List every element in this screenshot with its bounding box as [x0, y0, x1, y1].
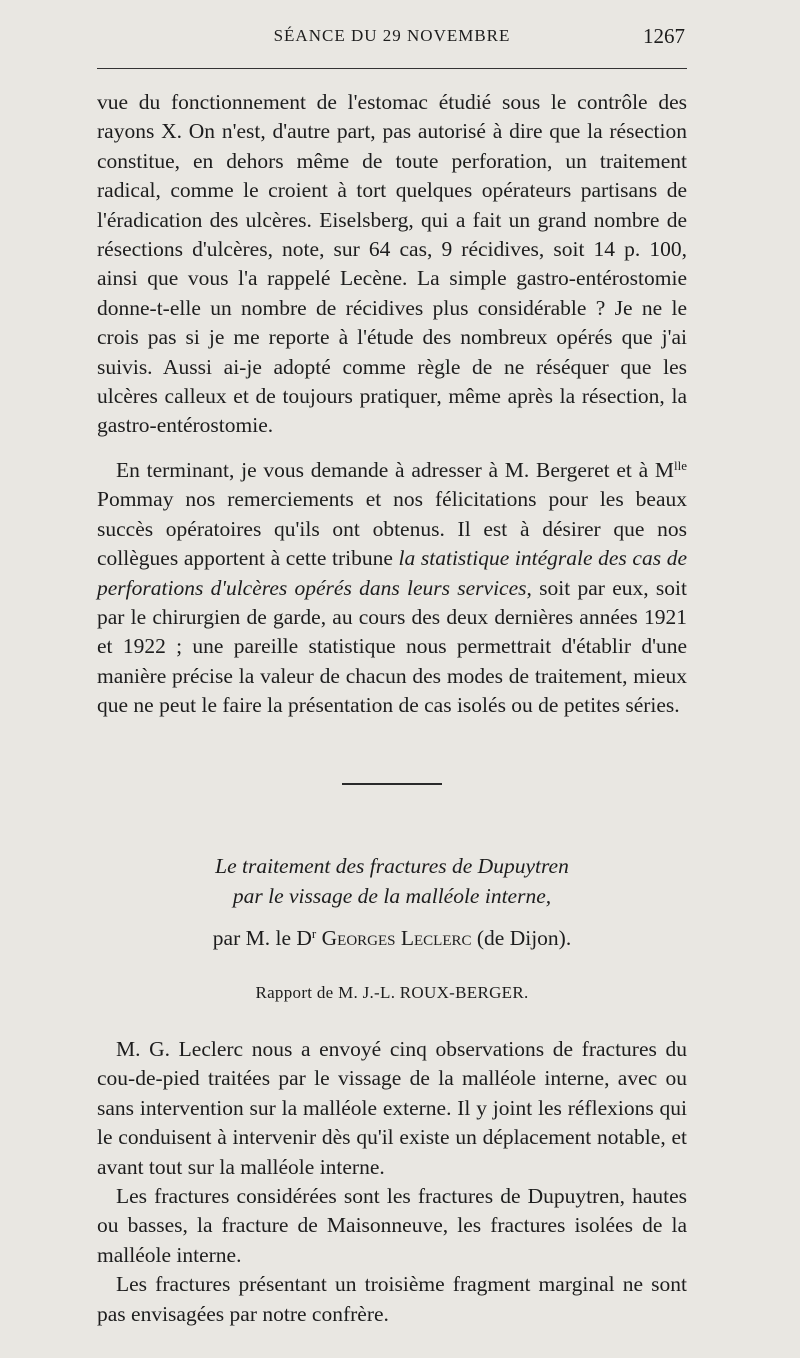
- report-attribution: Rapport de M. J.-L. ROUX-BERGER.: [255, 983, 529, 1002]
- superscript: lle: [674, 458, 687, 473]
- text-run: Pommay nos remerciements et nos félicitations pour les beaux succès opératoires qu'ils ont obtenus. Il est à désirer que nos collègues apportent à cette tribune: [97, 487, 687, 571]
- paragraph-text: vue du fonctionnement de l'estomac étudié sous le contrôle des rayons X. On n'est, d'autre part, pas autorisé à dire que la résection constitue, en dehors même de toute perforation, un traitement radical, comme le croient à tort quelques opérateurs partisans de l'éradication des ulcères. Eiselsberg, qui a fait un grand nombre de résections d'ulcères, note, sur 64 cas, 9 récidives, soit 14 p. 100, ainsi que vous l'a rappelé Lecène. La simple gastro-entérostomie donne-t-elle un nombre de récidives plus considérable ? Je ne le crois pas si je me reporte à l'étude des nombreux opérés que j'ai suivis. Aussi ai-je adopté comme règle de ne réséquer que les ulcères calleux et de toujours pratiquer, même après la résection, la gastro-entérostomie.: [97, 90, 687, 438]
- text-run: , soit par eux, soit par le chirurgien de garde, au cours des deux dernières années 1921 et 1922 ; une pareille statistique nous permettrait d'établir d'une manière précise la valeur de chacun des modes de traitement, mieux que ne peut le faire la présentation de cas isolés ou de petites séries.: [97, 575, 687, 718]
- paragraph-text: M. G. Leclerc nous a envoyé cinq observations de fractures du cou-de-pied traitées par le vissage de la malléole interne, avec ou sans intervention sur la malléole externe. Il y joint les réflexions qui le conduisent à intervenir dès qu'il existe un déplacement notable, et avant tout sur la malléole interne.: [97, 1037, 687, 1179]
- byline-prefix: par M. le D: [212, 926, 312, 950]
- article-body: [97, 1035, 687, 1329]
- paragraph-text: [97, 451, 687, 721]
- byline-suffix: (de Dijon).: [471, 926, 572, 950]
- paragraph-text: Les fractures considérées sont les fractures de Dupuytren, hautes ou basses, la fracture de Maisonneuve, les fractures isolées de la malléole interne.: [97, 1184, 687, 1267]
- article-byline: [97, 926, 687, 951]
- page-number: 1267: [643, 24, 685, 48]
- paragraph-continuation: [97, 88, 687, 441]
- paragraph-conclusion: [97, 451, 687, 721]
- section-separator: [342, 783, 442, 785]
- page-header: [97, 24, 687, 54]
- italic-phrase: la statistique intégrale des cas de perforations d'ulcères opérés dans leurs services: [97, 546, 688, 600]
- running-head: SÉANCE DU 29 NOVEMBRE: [273, 26, 511, 45]
- superscript: r: [311, 926, 317, 941]
- article-title-line-2: par le vissage de la malléole interne,: [232, 884, 552, 908]
- paragraph-text: Les fractures présentant un troisième fragment marginal ne sont pas envisagées par notre confrère.: [97, 1272, 687, 1326]
- header-rule: [97, 68, 687, 69]
- author-name: Georges Leclerc: [316, 926, 472, 950]
- text-run: En terminant, je vous demande à adresser à M. Bergeret et à M: [116, 458, 674, 482]
- article-title-line-1: Le traitement des fractures de Dupuytren: [215, 854, 569, 878]
